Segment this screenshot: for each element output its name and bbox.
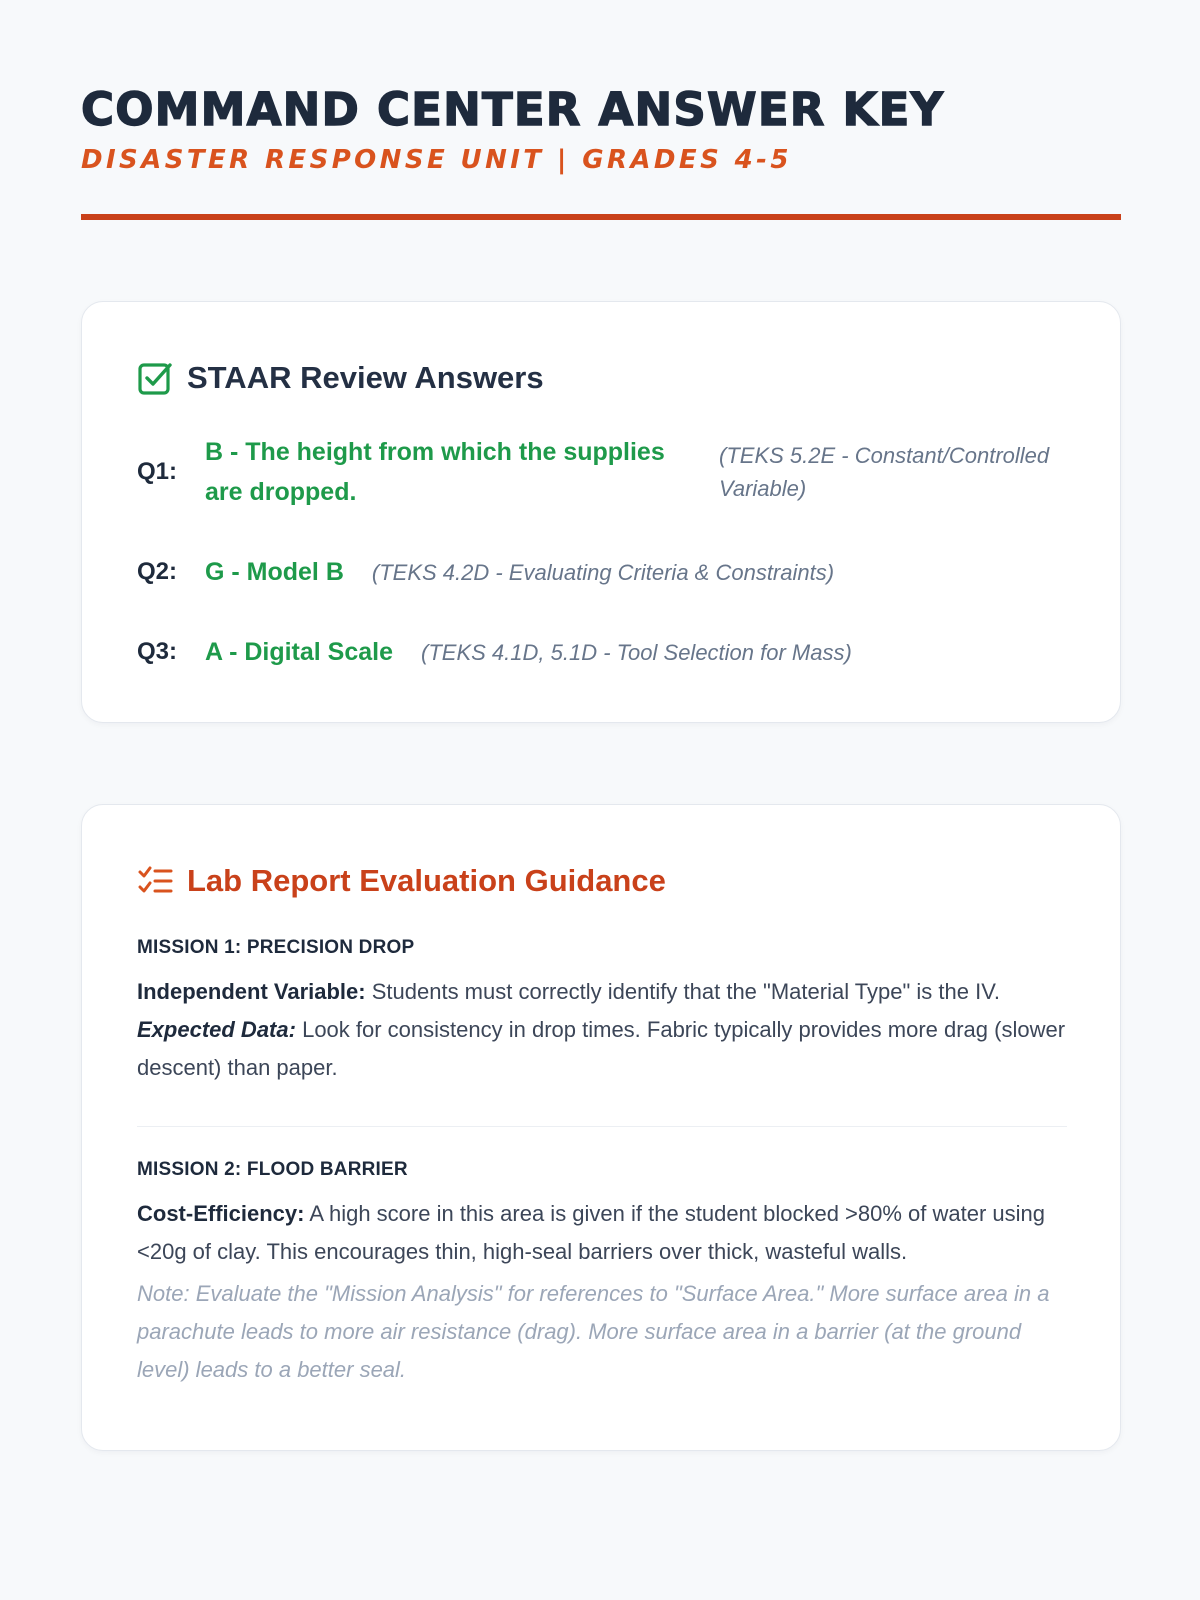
staar-card-header [137,358,544,398]
cost-efficiency-label: Cost-Efficiency: [137,1201,305,1226]
expected-data-label: Expected Data: [137,1017,296,1042]
lab-card-title: Lab Report Evaluation Guidance [187,863,666,898]
question-row-2 [137,552,834,592]
question-number: Q2: [137,558,178,585]
question-answer: A - Digital Scale [205,638,394,666]
question-answer: B - The height from which the supplies are dropped. [205,438,665,506]
lab-card-header [137,861,666,901]
lab-guidance-card [81,804,1121,1451]
question-teks: (TEKS 5.2E - Constant/Controlled Variable) [719,443,1050,501]
checkbox-checked-icon [137,360,173,396]
question-teks: (TEKS 4.2D - Evaluating Criteria & Constraints) [371,559,835,585]
iv-text: Students must correctly identify that the "Material Type" is the IV. [371,979,1000,1004]
staar-review-card [81,301,1121,723]
checklist-icon [137,863,173,899]
mission-1-guidance [137,973,1067,1087]
evaluation-note: Note: Evaluate the "Mission Analysis" for references to "Surface Area." More surface area in a parachute leads to more air resistance (drag). More surface area in a barrier (at the ground level) leads to a better seal. [137,1281,1050,1382]
expected-data-text: Look for consistency in drop times. Fabric typically provides more drag (slower descent) than paper. [137,1017,1066,1080]
mission-2-guidance [137,1195,1067,1271]
iv-label: Independent Variable: [137,979,366,1004]
question-number: Q1: [137,458,178,485]
question-row-1 [137,432,1069,512]
mission-1-section [137,935,1067,1087]
mission-label: MISSION 1: PRECISION DROP [137,937,415,958]
page-header [81,80,1121,178]
question-row-3 [137,632,852,672]
question-number: Q3: [137,638,178,665]
cost-efficiency-text: A high score in this area is given if the student blocked >80% of water using <20g of clay. This encourages thin, high-seal barriers over thick, wasteful walls. [137,1201,1045,1264]
header-divider [81,214,1121,220]
mission-divider [137,1126,1067,1127]
question-teks: (TEKS 4.1D, 5.1D - Tool Selection for Mass) [421,639,852,665]
staar-card-title: STAAR Review Answers [187,360,544,395]
mission-2-section [137,1157,1067,1389]
mission-label: MISSION 2: FLOOD BARRIER [137,1159,408,1180]
page-title: COMMAND CENTER ANSWER KEY [81,83,945,136]
question-answer: G - Model B [205,558,344,586]
page-subtitle: DISASTER RESPONSE UNIT | GRADES 4-5 [81,145,792,175]
